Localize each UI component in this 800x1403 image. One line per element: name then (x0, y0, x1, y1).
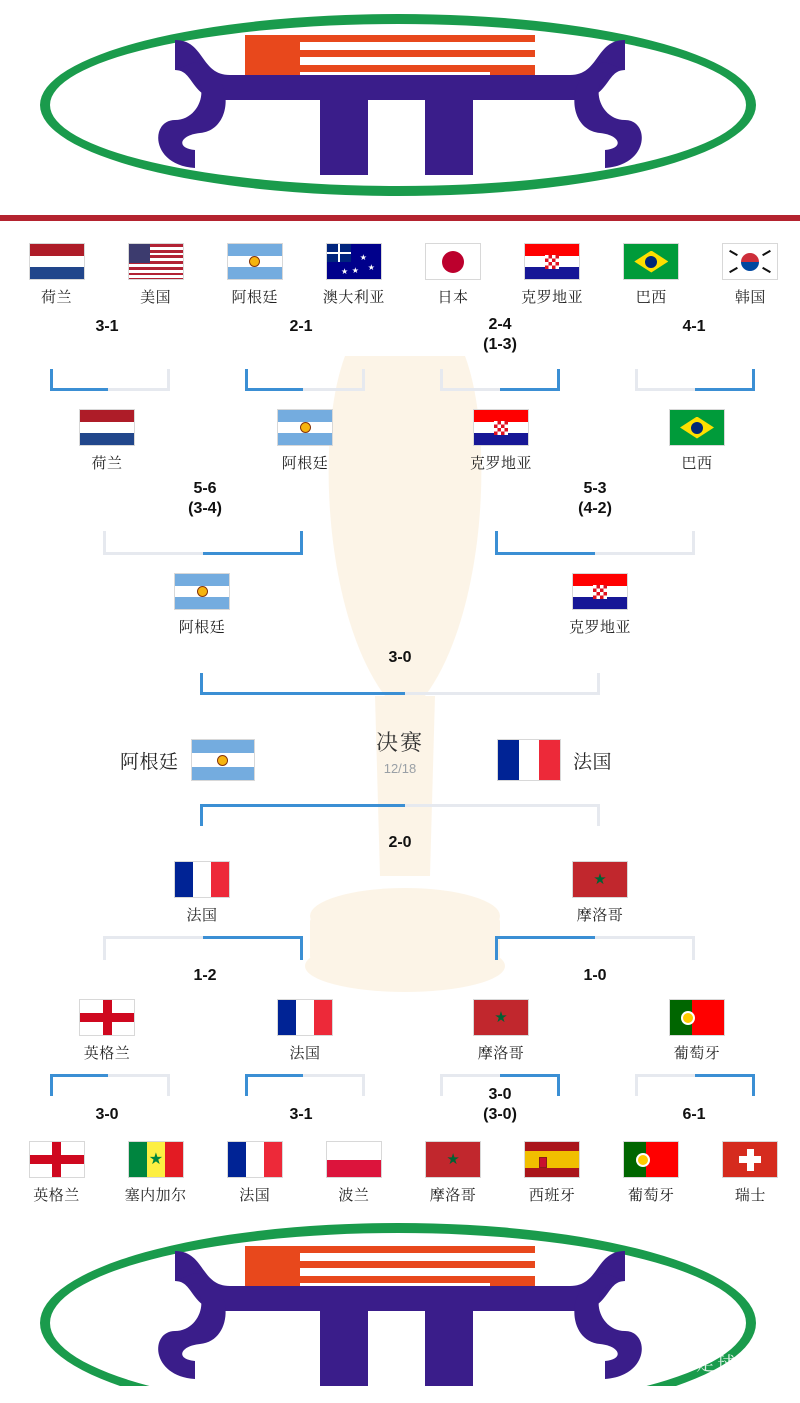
team-name: 波兰 (338, 1187, 370, 1204)
team-r16-top-6[interactable] (503, 243, 602, 307)
team-r16-top-8[interactable] (701, 243, 800, 307)
connector-r16-2 (245, 369, 365, 391)
team-name: 葡萄牙 (673, 1045, 721, 1062)
flag-france-icon (497, 739, 561, 781)
flag-morocco-icon: ★ (425, 1141, 481, 1178)
connector-qf-2 (495, 531, 695, 555)
score-r16-7-penalties: (3-0) (483, 1106, 517, 1123)
score-r16-2: 2-1 (289, 318, 313, 335)
team-name: 巴西 (681, 455, 713, 472)
final-label (320, 726, 480, 776)
team-r16-bottom-5[interactable] (404, 1141, 503, 1205)
team-name: 巴西 (635, 289, 667, 306)
team-r16-bottom-3[interactable] (205, 1141, 304, 1205)
flag-morocco-icon: ★ (572, 861, 628, 898)
flag-croatia-icon (524, 243, 580, 280)
connector-qf-3 (103, 936, 303, 960)
connector-sf-bottom (200, 804, 600, 826)
connector-r16-1 (50, 369, 170, 391)
flag-netherlands-icon (29, 243, 85, 280)
team-name: 美国 (140, 289, 172, 306)
team-name: 摩洛哥 (576, 907, 624, 924)
connector-r16-4 (635, 369, 755, 391)
team-name: 摩洛哥 (429, 1187, 477, 1204)
team-qf-bottom-2[interactable] (207, 999, 403, 1063)
team-r16-bottom-1[interactable] (7, 1141, 106, 1205)
score-semifinal-top: 3-0 (388, 649, 412, 666)
team-name: 阿根廷 (178, 619, 226, 636)
team-name: 日本 (437, 289, 469, 306)
team-sf-bottom-2[interactable] (402, 861, 798, 925)
team-name: 瑞士 (734, 1187, 766, 1204)
flag-poland-icon (326, 1141, 382, 1178)
flag-croatia-icon (473, 409, 529, 446)
connector-r16-6 (245, 1074, 365, 1096)
score-r16-7: 3-0 (488, 1086, 512, 1103)
score-qf-2: 5-3 (583, 480, 607, 497)
team-name: 荷兰 (41, 289, 73, 306)
connector-qf-1 (103, 531, 303, 555)
finalist-right[interactable] (497, 739, 612, 781)
watermark-text: @足球话语 (674, 1354, 780, 1375)
connector-sf-top (200, 673, 600, 695)
team-name: 西班牙 (528, 1187, 576, 1204)
team-qf-top-2[interactable] (207, 409, 403, 473)
final-title: 决赛 (375, 730, 424, 755)
team-qf-bottom-4[interactable] (599, 999, 795, 1063)
team-r16-top-5[interactable] (404, 243, 503, 307)
score-qf-1: 5-6 (193, 480, 217, 497)
flag-spain-icon (524, 1141, 580, 1178)
score-qf-3: 1-2 (193, 967, 217, 984)
flag-argentina-icon (174, 573, 230, 610)
team-name: 英格兰 (33, 1187, 80, 1204)
finalist-left[interactable] (120, 739, 255, 781)
team-r16-top-4[interactable] (304, 243, 403, 307)
score-qf-2-penalties: (4-2) (578, 500, 612, 517)
final-date: 12/18 (383, 761, 417, 776)
team-qf-top-1[interactable] (7, 409, 207, 473)
flag-morocco-icon: ★ (473, 999, 529, 1036)
bracket-diagram (0, 221, 800, 1204)
score-r16-6: 3-1 (289, 1106, 313, 1123)
team-qf-bottom-3[interactable] (403, 999, 599, 1063)
team-r16-bottom-6[interactable] (503, 1141, 602, 1205)
score-r16-3: 2-4 (488, 316, 512, 333)
team-name: 克罗地亚 (469, 455, 532, 472)
flag-australia-icon: ★ ★ ★ ★ (326, 243, 382, 280)
team-name: 荷兰 (91, 455, 123, 472)
flag-england-icon (79, 999, 135, 1036)
round-of-16-top-row (0, 243, 800, 307)
team-name: 摩洛哥 (477, 1045, 525, 1062)
quarter-final-bottom-row (0, 999, 800, 1063)
team-r16-bottom-8[interactable] (701, 1141, 800, 1205)
score-r16-1: 3-1 (95, 318, 119, 335)
quarter-final-top-row (0, 409, 800, 473)
flag-japan-icon (425, 243, 481, 280)
flag-portugal-icon (623, 1141, 679, 1178)
team-name: 葡萄牙 (628, 1187, 675, 1204)
flag-france-icon (174, 861, 230, 898)
score-r16-8: 6-1 (682, 1106, 706, 1123)
round-of-16-bottom-row (0, 1141, 800, 1205)
flag-croatia-icon (572, 573, 628, 610)
team-r16-top-3[interactable] (205, 243, 304, 307)
team-name: 英格兰 (83, 1045, 131, 1062)
team-name: 阿根廷 (120, 751, 179, 773)
team-sf-top-2[interactable] (402, 573, 798, 637)
team-name: 塞内加尔 (124, 1187, 187, 1204)
flag-brazil-icon (669, 409, 725, 446)
connector-r16-3 (440, 369, 560, 391)
logo-mark-icon (0, 0, 800, 215)
score-r16-4: 4-1 (682, 318, 706, 335)
team-qf-top-4[interactable] (599, 409, 795, 473)
team-sf-top-1[interactable] (2, 573, 402, 637)
flag-usa-icon (128, 243, 184, 280)
team-name: 阿根廷 (231, 289, 279, 306)
score-r16-5: 3-0 (95, 1106, 119, 1123)
team-name: 阿根廷 (281, 455, 329, 472)
team-name: 法国 (573, 751, 613, 773)
semi-final-bottom-row (0, 861, 800, 925)
flag-france-icon (277, 999, 333, 1036)
team-name: 克罗地亚 (521, 289, 584, 306)
top-logo-band (0, 0, 800, 215)
team-name: 澳大利亚 (322, 289, 385, 306)
flag-argentina-icon (277, 409, 333, 446)
flag-england-icon (29, 1141, 85, 1178)
team-qf-bottom-1[interactable] (7, 999, 207, 1063)
flag-france-icon (227, 1141, 283, 1178)
team-name: 克罗地亚 (568, 619, 631, 636)
team-name: 法国 (289, 1045, 321, 1062)
connector-qf-4 (495, 936, 695, 960)
team-r16-top-1[interactable] (7, 243, 106, 307)
team-r16-bottom-7[interactable] (602, 1141, 701, 1205)
team-sf-bottom-1[interactable] (2, 861, 402, 925)
team-qf-top-3[interactable] (403, 409, 599, 473)
team-r16-bottom-2[interactable] (106, 1141, 205, 1205)
flag-portugal-icon (669, 999, 725, 1036)
score-r16-3-penalties: (1-3) (483, 336, 517, 353)
flag-netherlands-icon (79, 409, 135, 446)
score-qf-4: 1-0 (583, 967, 607, 984)
score-qf-1-penalties: (3-4) (188, 500, 222, 517)
flag-switzerland-icon (722, 1141, 778, 1178)
team-r16-top-2[interactable] (106, 243, 205, 307)
flag-southkorea-icon (722, 243, 778, 280)
flag-argentina-icon (227, 243, 283, 280)
team-name: 法国 (239, 1187, 271, 1204)
flag-brazil-icon (623, 243, 679, 280)
connector-r16-8 (635, 1074, 755, 1096)
team-name: 法国 (186, 907, 218, 924)
team-r16-top-7[interactable] (602, 243, 701, 307)
connector-r16-5 (50, 1074, 170, 1096)
flag-argentina-icon (191, 739, 255, 781)
semi-final-top-row (0, 573, 800, 637)
bottom-logo-band (0, 1201, 800, 1386)
flag-senegal-icon: ★ (128, 1141, 184, 1178)
team-r16-bottom-4[interactable] (304, 1141, 403, 1205)
team-name: 韩国 (734, 289, 766, 306)
score-semifinal-bottom: 2-0 (388, 834, 412, 851)
